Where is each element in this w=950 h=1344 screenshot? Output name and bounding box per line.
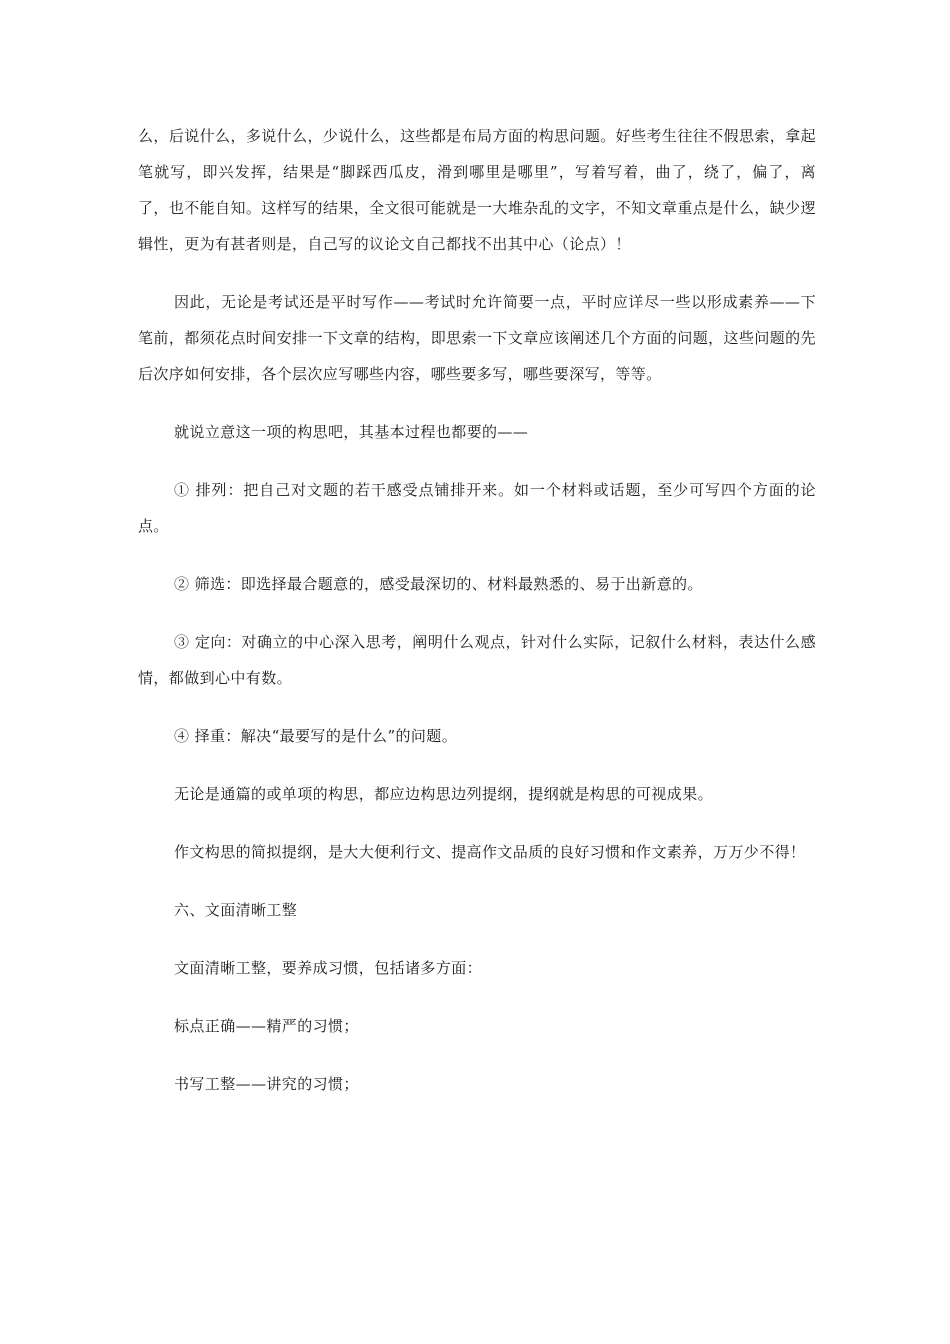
paragraph-handwriting: 书写工整——讲究的习惯；	[174, 1075, 359, 1093]
paragraph-intro: 文面清晰工整，要养成习惯，包括诸多方面：	[174, 959, 483, 977]
list-item-arrange: ① 排列：把自己对文题的若干感受点铺排开来。如一个材料或话题，至少可写四个方面的论点。	[138, 481, 816, 535]
document-body	[138, 118, 816, 1124]
paragraph-1: 么，后说什么，多说什么，少说什么，这些都是布局方面的构思问题。好些考生往往不假思索，拿起笔就写，即兴发挥，结果是“脚踩西瓜皮，滑到哪里是哪里”，写着写着，曲了，绕了，偏了，离了，也不能自知。这样写的结果，全文很可能就是一大堆杂乱的文字，不知文章重点是什么，缺少逻辑性，更为有甚者则是，自己写的议论文自己都找不出其中心（论点）！	[138, 127, 816, 253]
list-item-prioritize: ④ 择重：解决“最要写的是什么”的问题。	[174, 727, 458, 745]
paragraph-outline: 无论是通篇的或单项的构思，都应边构思边列提纲，提纲就是构思的可视成果。	[174, 785, 714, 803]
list-item-filter: ② 筛选：即选择最合题意的，感受最深切的、材料最熟悉的、易于出新意的。	[174, 575, 703, 593]
paragraph-punctuation: 标点正确——精严的习惯；	[174, 1017, 359, 1035]
section-heading: 六、文面清晰工整	[174, 901, 298, 919]
list-item-orient: ③ 定向：对确立的中心深入思考，阐明什么观点，针对什么实际，记叙什么材料，表达什么感情，都做到心中有数。	[138, 633, 816, 687]
paragraph-habit: 作文构思的简拟提纲，是大大便利行文、提高作文品质的良好习惯和作文素养，万万少不得！	[174, 843, 806, 861]
paragraph-2: 因此，无论是考试还是平时写作——考试时允许简要一点，平时应详尽一些以形成素养——下笔前，都须花点时间安排一下文章的结构，即思索一下文章应该阐述几个方面的问题，这些问题的先后次序如何安排，各个层次应写哪些内容，哪些要多写，哪些要深写，等等。	[138, 293, 816, 383]
paragraph-3: 就说立意这一项的构思吧，其基本过程也都要的——	[174, 423, 529, 441]
